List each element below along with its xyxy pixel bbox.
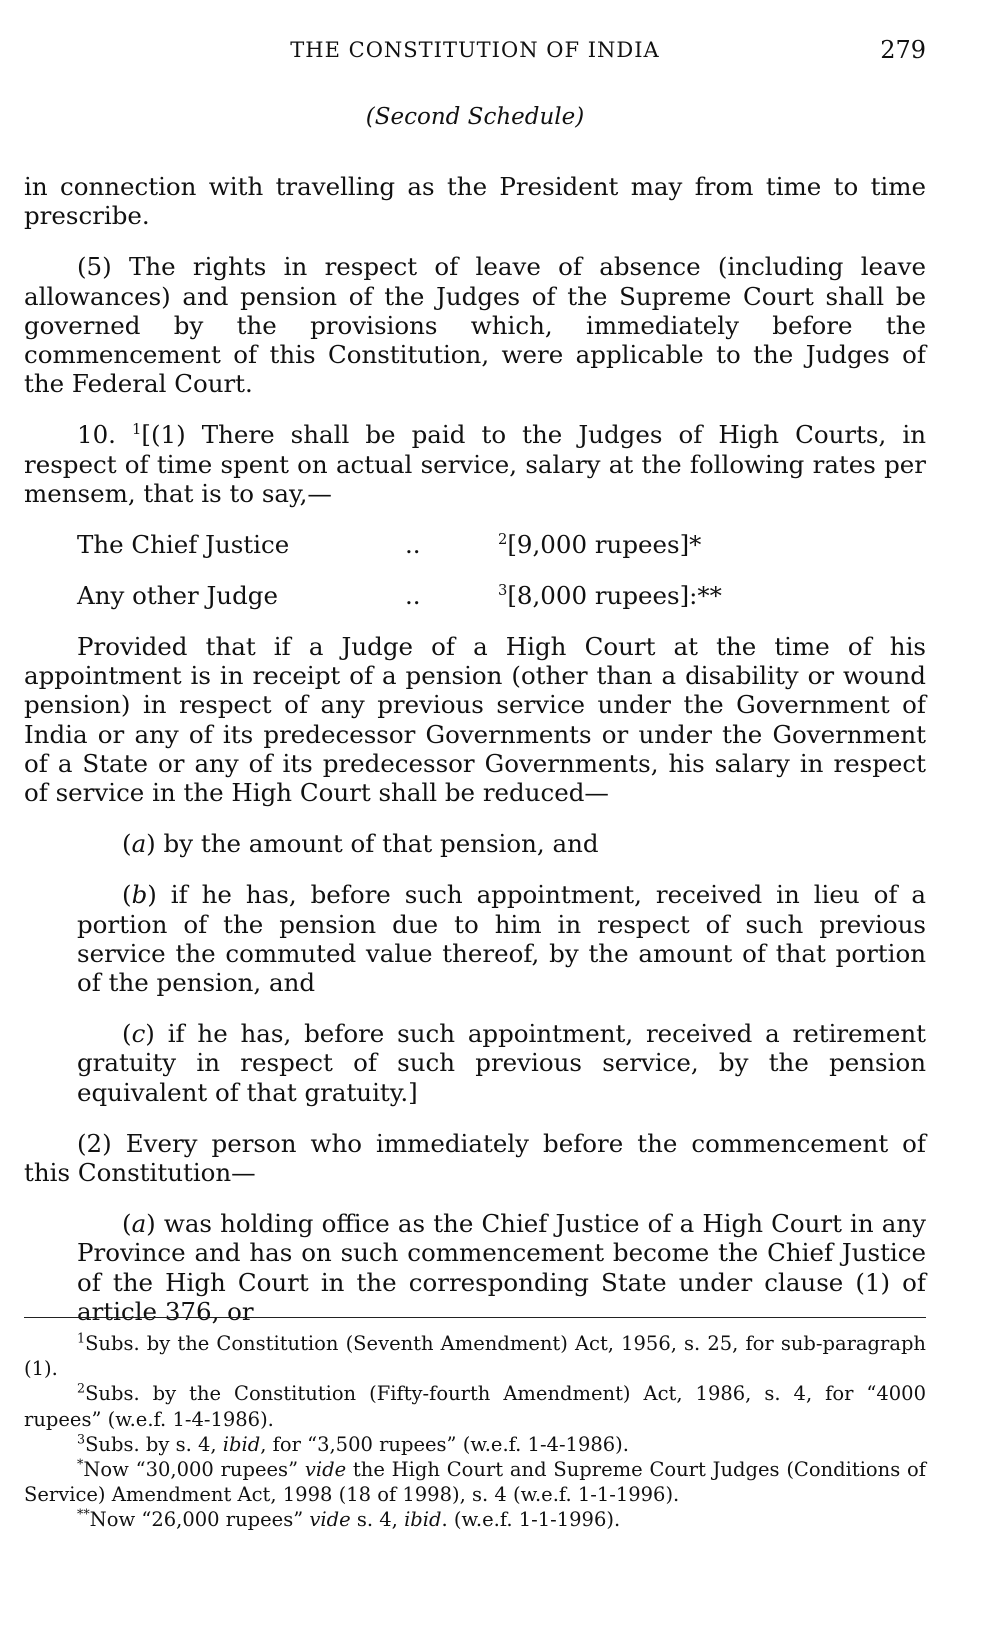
clause-letter: c [131,1019,146,1049]
footnote-marker: 2 [77,1380,86,1396]
footnote-ref-3: 3 [498,581,508,599]
running-title: THE CONSTITUTION OF INDIA [290,38,660,62]
sub-clause-c: (c) if he has, before such appointment, received a retirement gratuity in respect of such previous service, by the pension equivalent of that gratuity.] [77,1019,926,1107]
clause-text: if he has, before such appointment, received in lieu of a portion of the pension due to him in respect of such previous service the commuted value thereof, by the amount of that portion of the pension, and [77,880,926,998]
rate-label: Any other Judge [77,581,278,611]
footnote-1 [24,1331,926,1381]
rate-label: The Chief Justice [77,530,290,560]
rate-row-other-judge [24,581,926,610]
paragraph-clause-2: (2) Every person who immediately before the commencement of this Constitution— [24,1128,926,1188]
footnote-italic: vide [304,1458,347,1482]
footnote-text: Subs. by s. 4, [85,1432,223,1456]
footnote-text: Subs. by the Constitution (Seventh Amendment) Act, 1956, s. 25, for sub-paragraph (1). [24,1332,926,1381]
footnote-marker: 3 [77,1431,86,1447]
rate-amount: [8,000 rupees]:** [507,581,722,611]
footnote-marker: ** [77,1506,90,1522]
footnote-italic: ibid [404,1508,442,1532]
paragraph-number: 10. [77,420,133,450]
footnote-italic: vide [309,1508,351,1532]
paragraph-clause-5: (5) The rights in respect of leave of absence (including leave allowances) and pension of the Judges of the Supreme Court shall be governed by the provisions which, immediately before the commencement of this Constitution, were applicable to the Judges of the Federal Court. [24,252,926,399]
footnote-marker: * [77,1456,84,1472]
rate-leader: .. [405,530,421,560]
footnote-text: s. 4, [350,1508,405,1532]
footnote-ref-1: 1 [132,421,142,439]
clause-letter: a [131,1209,147,1239]
clause-letter: b [131,880,148,910]
sub-clause-b: (b) if he has, before such appointment, received in lieu of a portion of the pension due to him in respect of such previous service the commuted value thereof, by the amount of that portion of the pension, and [77,880,926,998]
paragraph-10-text: [(1) There shall be paid to the Judges of High Courts, in respect of time spent on actual service, salary at the following rates per mensem, that is to say,— [24,420,926,508]
footnote-divider [24,1317,926,1318]
paragraph-10 [24,420,926,508]
footnote-marker: 1 [77,1330,86,1346]
footnote-text: the High Court and Supreme Court Judges (Conditions of Service) Amendment Act, 1998 (18 of 1998), s. 4 (w.e.f. 1-1-1996). [24,1458,926,1507]
footnote-text: Subs. by the Constitution (Fifty-fourth Amendment) Act, 1986, s. 4, for “4000 rupees” (w.e.f. 1-4-1986). [24,1382,926,1431]
footnote-double-star [24,1507,926,1532]
body-text [24,172,926,1348]
footnote-3 [24,1432,926,1457]
rate-value [498,581,722,610]
footnote-text: . (w.e.f. 1-1-1996). [441,1508,621,1532]
rate-value [498,530,701,559]
rate-leader: .. [405,581,421,611]
footnote-italic: ibid [222,1432,261,1456]
footnote-star [24,1457,926,1507]
schedule-heading: (Second Schedule) [365,104,585,130]
footnote-ref-2: 2 [498,530,508,548]
sub-clause-a: (a) by the amount of that pension, and [122,829,599,859]
footnote-text: , for “3,500 rupees” (w.e.f. 1-4-1986). [260,1432,629,1456]
proviso-paragraph: Provided that if a Judge of a High Court at the time of his appointment is in receipt of a pension (other than a disability or wound pension) in respect of any previous service under the Government of India or any of its predecessor Governments or under the Government of a State or any of its predecessor Governments, his salary in respect of service in the High Court shall be reduced— [24,632,926,808]
clause-text: was holding office as the Chief Justice of a High Court in any Province and has on such commencement become the Chief Justice of the High Court in the corresponding State under clause (1) of article 376, or [77,1209,926,1326]
clause-text: if he has, before such appointment, received a retirement gratuity in respect of such previous service, by the pension equivalent of that gratuity.] [77,1019,926,1107]
running-header [24,36,926,66]
footnote-text: Now “26,000 rupees” [89,1508,310,1532]
footnotes [24,1331,926,1533]
clause-letter: a [131,829,147,859]
clause-text: by the amount of that pension, and [163,829,599,859]
page-number: 279 [880,36,926,64]
paragraph-continuation: in connection with travelling as the President may from time to time prescribe. [24,172,926,231]
footnote-text: Now “30,000 rupees” [83,1458,305,1482]
rate-row-chief-justice [24,530,926,559]
rate-amount: [9,000 rupees]* [507,530,702,560]
sub-clause-2a: (a) was holding office as the Chief Justice of a High Court in any Province and has on such commencement become the Chief Justice of the High Court in the corresponding State under clause (1) of article 376, or [77,1209,926,1326]
footnote-2 [24,1381,926,1431]
